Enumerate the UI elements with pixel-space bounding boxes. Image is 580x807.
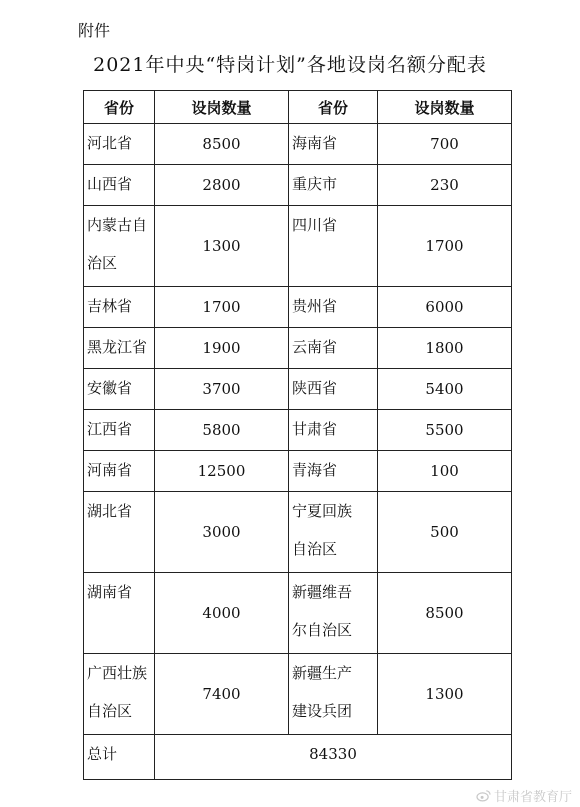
quota-cell: 1300 <box>155 206 289 287</box>
province-name-line: 青海省 <box>292 461 338 479</box>
province-name-line: 吉林省 <box>87 297 133 315</box>
province-cell <box>289 369 378 410</box>
province-name-line: 河北省 <box>87 134 133 152</box>
quota-cell: 500 <box>378 492 512 573</box>
province-name-line: 建设兵团 <box>292 702 353 720</box>
province-name-line: 宁夏回族 <box>292 502 353 520</box>
quota-cell: 1800 <box>378 328 512 369</box>
table-row <box>84 328 512 369</box>
quota-cell: 6000 <box>378 287 512 328</box>
quota-cell: 3700 <box>155 369 289 410</box>
quota-allocation-table <box>83 90 512 780</box>
province-cell <box>289 287 378 328</box>
table-row <box>84 451 512 492</box>
attachment-label: 附件 <box>78 21 111 40</box>
province-name-line: 治区 <box>87 254 118 272</box>
province-cell <box>84 492 155 573</box>
column-header: 省份 <box>289 91 378 124</box>
province-cell <box>289 654 378 735</box>
quota-cell: 3000 <box>155 492 289 573</box>
province-name-line: 尔自治区 <box>292 621 353 639</box>
province-name-line: 自治区 <box>87 702 133 720</box>
province-cell <box>289 206 378 287</box>
province-cell <box>84 165 155 206</box>
province-cell <box>289 124 378 165</box>
weibo-icon <box>476 789 491 802</box>
table-row <box>84 206 512 287</box>
table-row <box>84 492 512 573</box>
quota-cell: 7400 <box>155 654 289 735</box>
province-name-line: 广西壮族 <box>87 664 148 682</box>
quota-cell: 2800 <box>155 165 289 206</box>
table-row <box>84 124 512 165</box>
province-name-line: 内蒙古自 <box>87 216 148 234</box>
quota-cell: 1700 <box>378 206 512 287</box>
province-name-line: 自治区 <box>292 540 338 558</box>
province-cell <box>289 410 378 451</box>
column-header: 设岗数量 <box>155 91 289 124</box>
quota-cell: 5500 <box>378 410 512 451</box>
quota-cell: 1300 <box>378 654 512 735</box>
province-name-line: 新疆生产 <box>292 664 353 682</box>
province-name-line: 安徽省 <box>87 379 133 397</box>
province-cell <box>289 165 378 206</box>
province-cell <box>289 573 378 654</box>
watermark <box>476 786 572 805</box>
province-cell <box>84 287 155 328</box>
province-cell <box>289 328 378 369</box>
column-header: 设岗数量 <box>378 91 512 124</box>
table-row <box>84 573 512 654</box>
quota-cell: 700 <box>378 124 512 165</box>
column-header: 省份 <box>84 91 155 124</box>
province-name-line: 四川省 <box>292 216 338 234</box>
province-cell <box>84 573 155 654</box>
province-name-line: 湖南省 <box>87 583 133 601</box>
document-title: 2021年中央“特岗计划”各地设岗名额分配表 <box>93 54 487 76</box>
province-cell <box>84 124 155 165</box>
province-name-line: 重庆市 <box>292 175 338 193</box>
province-name-line: 新疆维吾 <box>292 583 353 601</box>
quota-cell: 5400 <box>378 369 512 410</box>
quota-cell: 8500 <box>378 573 512 654</box>
table-row <box>84 654 512 735</box>
province-name-line: 海南省 <box>292 134 338 152</box>
table-row <box>84 165 512 206</box>
quota-cell: 1900 <box>155 328 289 369</box>
province-cell <box>84 451 155 492</box>
province-name-line: 湖北省 <box>87 502 133 520</box>
quota-cell: 4000 <box>155 573 289 654</box>
province-name-line: 甘肃省 <box>292 420 338 438</box>
province-cell <box>84 206 155 287</box>
quota-cell: 230 <box>378 165 512 206</box>
province-cell <box>84 654 155 735</box>
province-name-line: 山西省 <box>87 175 133 193</box>
province-name-line: 陕西省 <box>292 379 338 397</box>
province-name-line: 江西省 <box>87 420 133 438</box>
quota-cell: 12500 <box>155 451 289 492</box>
province-name-line: 贵州省 <box>292 297 338 315</box>
province-cell <box>84 369 155 410</box>
table-row <box>84 369 512 410</box>
province-cell <box>84 410 155 451</box>
province-cell <box>289 492 378 573</box>
total-label: 总计 <box>84 735 155 780</box>
province-name-line: 黑龙江省 <box>87 338 148 356</box>
province-name-line: 云南省 <box>292 338 338 356</box>
table-header-row <box>84 91 512 124</box>
quota-cell: 1700 <box>155 287 289 328</box>
province-cell <box>289 451 378 492</box>
total-row <box>84 735 512 780</box>
table-row <box>84 287 512 328</box>
quota-cell: 8500 <box>155 124 289 165</box>
province-cell <box>84 328 155 369</box>
table-row <box>84 410 512 451</box>
total-value: 84330 <box>155 735 512 780</box>
province-name-line: 河南省 <box>87 461 133 479</box>
quota-cell: 5800 <box>155 410 289 451</box>
watermark-text: 甘肃省教育厅 <box>493 790 572 805</box>
quota-cell: 100 <box>378 451 512 492</box>
